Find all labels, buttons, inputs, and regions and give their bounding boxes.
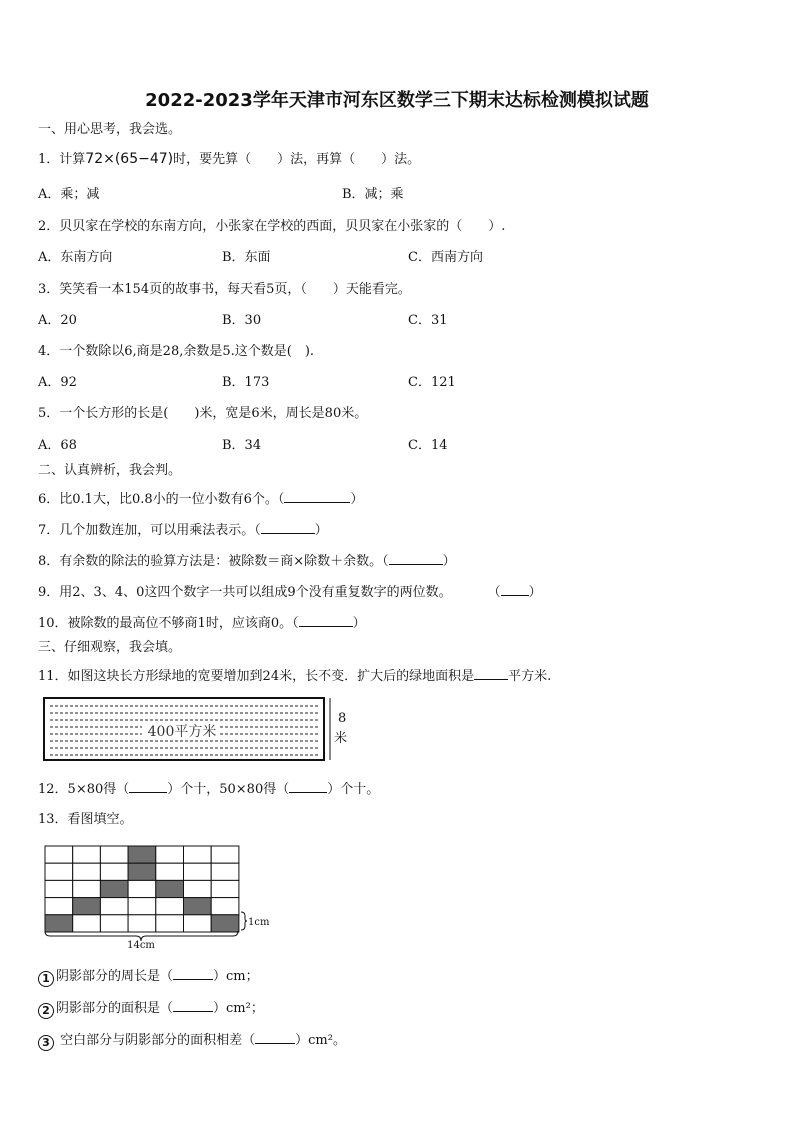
grid-cell	[45, 880, 73, 897]
grid-cell	[184, 915, 212, 932]
grid-cell	[45, 863, 73, 880]
grid-cell	[100, 898, 128, 915]
grid-cell	[128, 915, 156, 932]
q13-sub1-blank[interactable]	[173, 966, 213, 980]
q8-close: ）	[442, 554, 456, 569]
q12-text-c: ）个十。	[327, 782, 380, 797]
q13-subquestion-1	[38, 966, 259, 987]
grid-cell	[184, 863, 212, 880]
grid-cell	[100, 863, 128, 880]
grid-cell	[211, 898, 239, 915]
field-area-label: 400平方米	[147, 724, 217, 740]
q13-sub2-number: 2	[38, 1003, 54, 1019]
grid-cell	[73, 863, 101, 880]
q13-subquestion-3	[38, 1030, 346, 1051]
q11-answer-blank[interactable]	[474, 666, 508, 680]
q12-answer-blank-1[interactable]	[129, 779, 167, 793]
grid-cell	[156, 898, 184, 915]
q7-text: 7．几个加数连加，可以用乘法表示。（	[38, 523, 261, 538]
grid-cell-shaded	[128, 863, 156, 880]
q9-answer-blank[interactable]	[501, 582, 529, 596]
question-1	[38, 150, 420, 169]
section-heading-2: 二、认真辨析，我会判。	[38, 463, 182, 478]
question-8	[38, 551, 456, 571]
grid-cell	[100, 846, 128, 863]
page-title: 2022-2023学年天津市河东区数学三下期末达标检测模拟试题	[145, 90, 649, 111]
grid-cell	[45, 846, 73, 863]
q1-expression: 72×(65−47)	[85, 151, 174, 167]
q5-option-c[interactable]: C．14	[408, 438, 448, 453]
q4-option-b[interactable]: B．173	[222, 375, 270, 390]
q2-option-c[interactable]: C．西南方向	[408, 250, 483, 265]
q11-unit: 平方米.	[508, 669, 552, 684]
q2-option-a[interactable]: A．东南方向	[38, 250, 113, 265]
q13-sub3-blank[interactable]	[255, 1030, 295, 1044]
grid-cell-shaded	[100, 880, 128, 897]
q3-option-a[interactable]: A．20	[38, 313, 77, 328]
grid-cell	[184, 880, 212, 897]
q8-text: 8．有余数的除法的验算方法是：被除数＝商×除数＋余数。（	[38, 554, 389, 569]
grid-cell-shaded	[73, 898, 101, 915]
q13-sub3-unit: ）cm²。	[295, 1033, 346, 1048]
section-heading-3: 三、仔细观察，我会填。	[38, 640, 182, 655]
q13-subquestion-2	[38, 998, 264, 1019]
q9-text: 9．用2、3、4、0这四个数字一共可以组成9个没有重复数字的两位数。	[38, 585, 452, 600]
grid-width-label: 14cm	[127, 940, 155, 951]
q6-answer-blank[interactable]	[284, 489, 350, 503]
q12-text-b: ）个十，50×80得（	[167, 782, 290, 797]
q11-text: 11．如图这块长方形绿地的宽要增加到24米，长不变．扩大后的绿地面积是	[38, 669, 475, 684]
q8-answer-blank[interactable]	[389, 551, 443, 565]
q13-sub2-unit: ）cm²；	[213, 1001, 264, 1016]
q4-option-c[interactable]: C．121	[408, 375, 456, 390]
q13-sub1-number: 1	[38, 971, 54, 987]
q7-answer-blank[interactable]	[261, 520, 315, 534]
question-13: 13．看图填空。	[38, 812, 133, 827]
q12-text-a: 12．5×80得（	[38, 782, 130, 797]
grid-cell	[128, 898, 156, 915]
q6-text: 6．比0.1大，比0.8小的一位小数有6个。（	[38, 492, 285, 507]
cell-height-brace	[241, 912, 247, 930]
grid-cell-shaded	[45, 915, 73, 932]
grid-cell-shaded	[156, 880, 184, 897]
q7-close: ）	[314, 523, 328, 538]
grid-cell	[211, 880, 239, 897]
q1-suffix: 时，要先算（ ）法，再算（ ）法。	[173, 152, 421, 167]
q9-open: （	[487, 585, 501, 600]
q1-option-b[interactable]: B．减；乘	[342, 187, 404, 202]
q13-sub1-unit: ）cm；	[213, 969, 259, 984]
grid-cell	[211, 846, 239, 863]
grid-cell	[156, 863, 184, 880]
width-unit-label: 米	[334, 731, 348, 746]
grid-cell	[100, 915, 128, 932]
grid-cell	[156, 915, 184, 932]
question-10	[38, 613, 366, 633]
q9-close: ）	[528, 585, 542, 600]
q10-answer-blank[interactable]	[299, 613, 353, 627]
q12-answer-blank-2[interactable]	[289, 779, 327, 793]
q2-option-b[interactable]: B．东面	[222, 250, 271, 265]
grid-cell	[156, 846, 184, 863]
question-6	[38, 489, 363, 509]
grid-cell	[73, 880, 101, 897]
grid-cell	[211, 863, 239, 880]
q11-field-figure	[42, 696, 362, 766]
question-11	[38, 666, 551, 686]
q13-sub2-blank[interactable]	[173, 998, 213, 1012]
grid-cell	[128, 880, 156, 897]
grid-cell	[73, 846, 101, 863]
q10-close: ）	[352, 616, 366, 631]
grid-cells	[45, 846, 239, 932]
q13-sub1-text: 阴影部分的周长是（	[56, 969, 174, 984]
question-9	[38, 582, 542, 602]
grid-cell	[184, 846, 212, 863]
q1-option-a[interactable]: A．乘；减	[38, 187, 100, 202]
question-12	[38, 779, 379, 799]
q13-sub3-text: 空白部分与阴影部分的面积相差（	[56, 1033, 256, 1048]
grid-cell	[73, 915, 101, 932]
q5-option-b[interactable]: B．34	[222, 438, 262, 453]
grid-cell-shaded	[211, 915, 239, 932]
grid-cell	[45, 898, 73, 915]
q13-grid-figure	[44, 845, 284, 950]
q1-prefix: 1．计算	[38, 152, 86, 167]
grid-cell-shaded	[184, 898, 212, 915]
q3-option-b[interactable]: B．30	[222, 313, 262, 328]
q4-option-a[interactable]: A．92	[38, 375, 77, 390]
question-2: 2．贝贝家在学校的东南方向，小张家在学校的西面，贝贝家在小张家的（ ）.	[38, 219, 506, 234]
width-value-label: 8	[338, 711, 347, 726]
grid-cell-label: 1cm	[248, 917, 270, 928]
q13-sub3-number: 3	[38, 1035, 54, 1051]
q13-sub2-text: 阴影部分的面积是（	[56, 1001, 174, 1016]
q5-option-a[interactable]: A．68	[38, 438, 77, 453]
section-heading-1: 一、用心思考，我会选。	[38, 122, 182, 137]
question-5: 5．一个长方形的长是( )米，宽是6米，周长是80米。	[38, 406, 368, 421]
q6-close: ）	[350, 492, 364, 507]
question-3: 3．笑笑看一本154页的故事书，每天看5页，（ ）天能看完。	[38, 282, 411, 297]
q3-option-c[interactable]: C．31	[408, 313, 448, 328]
question-4: 4．一个数除以6,商是28,余数是5.这个数是( ).	[38, 344, 315, 359]
question-7	[38, 520, 328, 540]
q10-text: 10．被除数的最高位不够商1时，应该商0。（	[38, 616, 299, 631]
grid-cell-shaded	[128, 846, 156, 863]
